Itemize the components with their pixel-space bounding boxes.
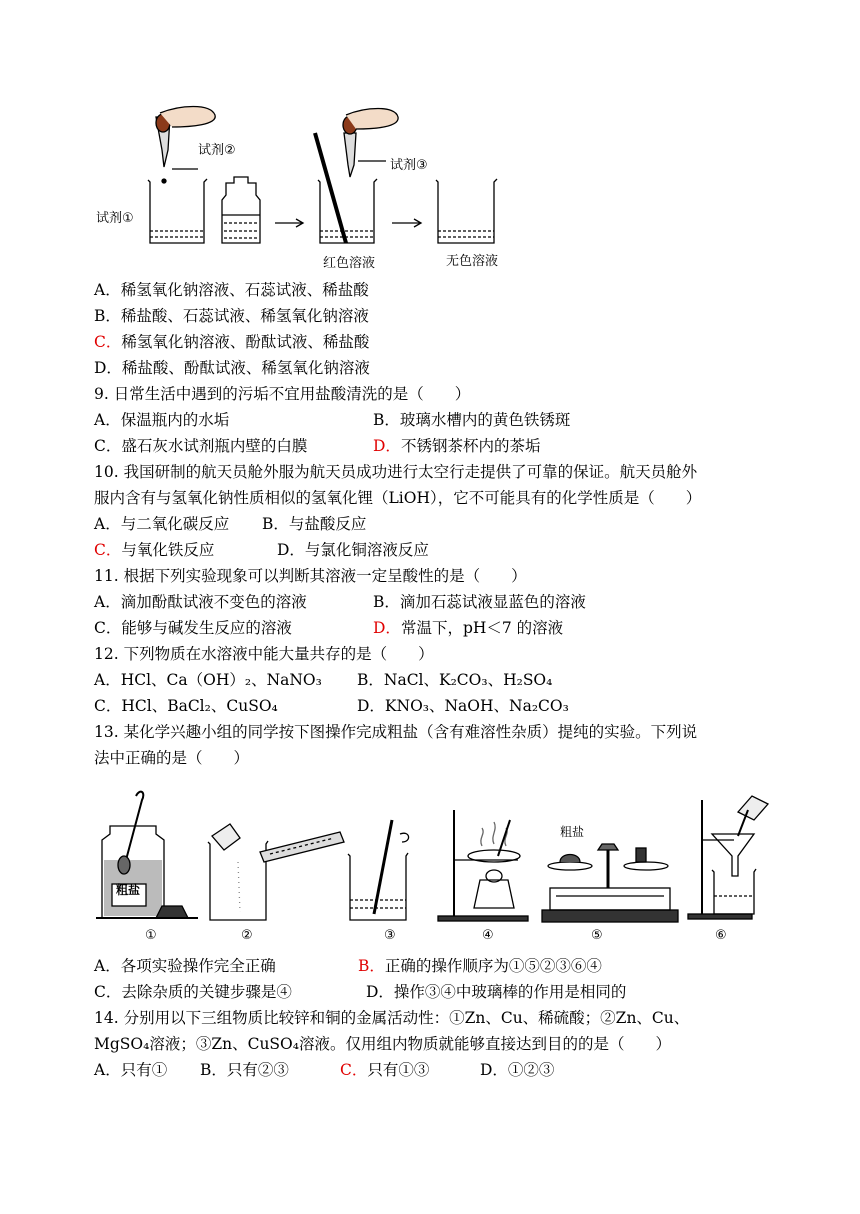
q11-option-d: D．常温下，pH＜7 的溶液 [373, 619, 564, 637]
answer-mark: B． [358, 957, 385, 975]
salt-purification-diagram [90, 790, 780, 940]
q10-option-b: B．与盐酸反应 [262, 515, 367, 533]
balance-salt-label: 粗盐 [560, 825, 585, 839]
q9-option-d: D．不锈钢茶杯内的茶垢 [373, 437, 541, 455]
reagent1-label: 试剂① [96, 211, 134, 226]
q8-option-c [94, 332, 369, 352]
q8-option-d: D．稀盐酸、酚酞试液、稀氢氧化钠溶液 [94, 359, 370, 377]
answer-mark: C． [340, 1061, 368, 1079]
q13-option-d: D．操作③④中玻璃棒的作用是相同的 [366, 983, 627, 1001]
q8-option-c-text: 稀氢氧化钠溶液、酚酞试液、稀盐酸 [121, 333, 370, 351]
q10-option-c: C．与氧化铁反应 [94, 541, 215, 559]
q13-stem-line2: 法中正确的是（ ） [94, 749, 250, 767]
answer-mark: D． [373, 437, 401, 455]
q14-option-c: C．只有①③ [340, 1061, 430, 1079]
q9-option-b: B．玻璃水槽内的黄色铁锈斑 [373, 411, 571, 429]
q13-option-b: B．正确的操作顺序为①⑤②③⑥④ [358, 957, 602, 975]
fig-label-2: ② [241, 928, 253, 943]
q14-option-b: B．只有②③ [200, 1061, 289, 1079]
fig-label-3: ③ [384, 928, 396, 943]
q8-option-b: B．稀盐酸、石蕊试液、稀氢氧化钠溶液 [94, 307, 369, 325]
q13-stem-line1: 13. 某化学兴趣小组的同学按下图操作完成粗盐（含有难溶性杂质）提纯的实验。下列说 [94, 723, 698, 741]
q10-option-d: D．与氯化铜溶液反应 [277, 541, 429, 559]
jar-salt-label: 粗盐 [116, 883, 141, 897]
reagent3-label: 试剂③ [390, 158, 428, 173]
q14-stem-line1: 14. 分别用以下三组物质比较锌和铜的金属活动性：①Zn、Cu、稀硫酸；②Zn、Cu、 [94, 1009, 690, 1027]
answer-mark: D． [373, 619, 401, 637]
q9-option-c: C．盛石灰水试剂瓶内壁的白膜 [94, 437, 308, 455]
red-solution-label: 红色溶液 [323, 256, 376, 271]
q10-stem-line1: 10. 我国研制的航天员舱外服为航天员成功进行太空行走提供了可靠的保证。航天员舱外 [94, 463, 698, 481]
q12-option-c: C．HCl、BaCl₂、CuSO₄ [94, 697, 278, 715]
q11-option-b: B．滴加石蕊试液显蓝色的溶液 [373, 593, 586, 611]
fig-label-6: ⑥ [715, 928, 727, 943]
q13-option-c: C．去除杂质的关键步骤是④ [94, 983, 292, 1001]
q11-stem: 11. 根据下列实验现象可以判断其溶液一定呈酸性的是（ ） [94, 567, 527, 585]
q9-stem: 9. 日常生活中遇到的污垢不宜用盐酸清洗的是（ ） [94, 385, 471, 403]
q14-option-a: A．只有① [94, 1061, 168, 1079]
q10-option-a: A．与二氧化碳反应 [94, 515, 230, 533]
fig-label-5: ⑤ [591, 928, 603, 943]
q12-option-d: D．KNO₃、NaOH、Na₂CO₃ [357, 697, 569, 715]
fig-label-4: ④ [482, 928, 494, 943]
q11-option-c: C．能够与碱发生反应的溶液 [94, 619, 292, 637]
q14-stem-line2: MgSO₄溶液；③Zn、CuSO₄溶液。仅用组内物质就能够直接达到目的的是（ ） [94, 1035, 671, 1053]
answer-mark: C． [94, 541, 122, 559]
q12-stem: 12. 下列物质在水溶液中能大量共存的是（ ） [94, 645, 434, 663]
q9-option-a: A．保温瓶内的水垢 [94, 411, 230, 429]
reagent2-label: 试剂② [198, 143, 236, 158]
q11-option-a: A．滴加酚酞试液不变色的溶液 [94, 593, 307, 611]
q12-option-b: B．NaCl、K₂CO₃、H₂SO₄ [357, 671, 553, 689]
q10-stem-line2: 服内含有与氢氧化钠性质相似的氢氧化锂（LiOH），它不可能具有的化学性质是（ ） [94, 489, 702, 507]
q13-option-a: A．各项实验操作完全正确 [94, 957, 276, 975]
fig-label-1: ① [145, 928, 157, 943]
q12-option-a: A．HCl、Ca（OH）₂、NaNO₃ [94, 671, 322, 689]
q14-option-d: D．①②③ [480, 1061, 555, 1079]
answer-mark: C． [94, 333, 122, 351]
colorless-solution-label: 无色溶液 [446, 254, 499, 269]
q8-option-a: A．稀氢氧化钠溶液、石蕊试液、稀盐酸 [94, 281, 369, 299]
